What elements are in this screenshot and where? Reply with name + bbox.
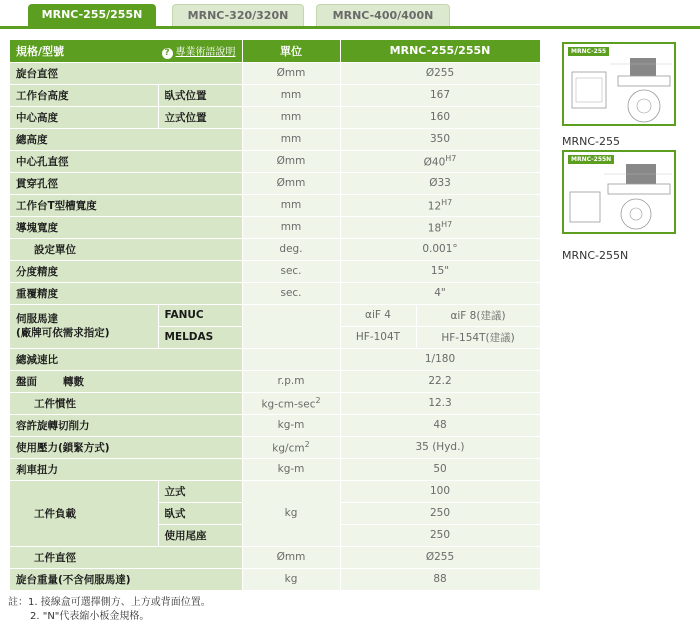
table-row: 工作台高度 臥式位置 mm 167 (10, 84, 540, 106)
tab-mrnc-255[interactable]: MRNC-255/255N (28, 4, 156, 26)
table-row: 貫穿孔徑 Ømm Ø33 (10, 172, 540, 194)
footnote-1: 註：1. 接線盒可選擇側方、上方或背面位置。 (8, 597, 211, 608)
table-row: 盤面 轉數 r.p.m 22.2 (10, 370, 540, 392)
table-row: 重覆精度 sec. 4" (10, 282, 540, 304)
footnotes (8, 596, 211, 624)
table-row: 總高度 mm 350 (10, 128, 540, 150)
drawing-icon (564, 152, 676, 234)
table-row: 臥式 250 (10, 502, 540, 524)
drawing-icon (564, 44, 676, 126)
table-row: 工作台T型槽寬度 mm $12^{H7}$ (10, 194, 540, 216)
footnote-2: 2. "N"代表縮小板金規格。 (30, 611, 150, 622)
table-row: 設定單位 deg. 0.001° (10, 238, 540, 260)
table-row: 工件慣性 $kg-cm-\sec^2$ 12.3 (10, 392, 540, 414)
model-header: MRNC-255/255N (340, 40, 540, 62)
table-row: 工件直徑 Ømm Ø255 (10, 546, 540, 568)
thumbnail-caption: MRNC-255N (562, 249, 629, 262)
table-row: 伺服馬達 (廠牌可依需求指定) FANUC αiF 4 αiF 8(建議) (10, 304, 540, 326)
table-row: 中心孔直徑 Ømm $Ø40^{H7}$ (10, 150, 540, 172)
table-row: 容許旋轉切削力 kg-m 48 (10, 414, 540, 436)
spec-header-cell (10, 40, 242, 62)
table-row: 總減速比 1/180 (10, 348, 540, 370)
table-row: 中心高度 立式位置 mm 160 (10, 106, 540, 128)
table-row: 工件負載 立式 kg 100 (10, 480, 540, 502)
table-row: 導塊寬度 mm $18^{H7}$ (10, 216, 540, 238)
table-row: 旋台重量(不含伺服馬達) kg 88 (10, 568, 540, 590)
unit-header: 單位 (242, 40, 340, 62)
table-row: MELDAS HF-104T HF-154T(建議) (10, 326, 540, 348)
table-row: 旋台直徑 Ømm Ø255 (10, 62, 540, 84)
table-row: 使用壓力(鎖緊方式) $kg/cm^2$ 35 (Hyd.) (10, 436, 540, 458)
table-header (10, 40, 540, 62)
spec-table (10, 40, 541, 591)
tab-mrnc-400[interactable]: MRNC-400/400N (316, 4, 450, 26)
tab-underline (0, 26, 700, 29)
tab-mrnc-320[interactable]: MRNC-320/320N (172, 4, 304, 26)
table-row: 剎車扭力 kg-m 50 (10, 458, 540, 480)
table-row: 使用尾座 250 (10, 524, 540, 546)
thumbnail-caption: MRNC-255 (562, 135, 621, 148)
thumbnail-tag: MRNC-255N (568, 155, 614, 164)
thumbnail-mrnc-255[interactable] (562, 42, 676, 126)
spec-header-label: 規格/型號 (16, 44, 65, 58)
question-icon: ? (162, 48, 173, 59)
table-row: 分度精度 sec. 15" (10, 260, 540, 282)
thumbnail-mrnc-255n[interactable] (562, 150, 676, 234)
thumbnail-tag: MRNC-255 (568, 47, 609, 56)
glossary-link[interactable]: ? 專業術語說明 (162, 43, 236, 59)
